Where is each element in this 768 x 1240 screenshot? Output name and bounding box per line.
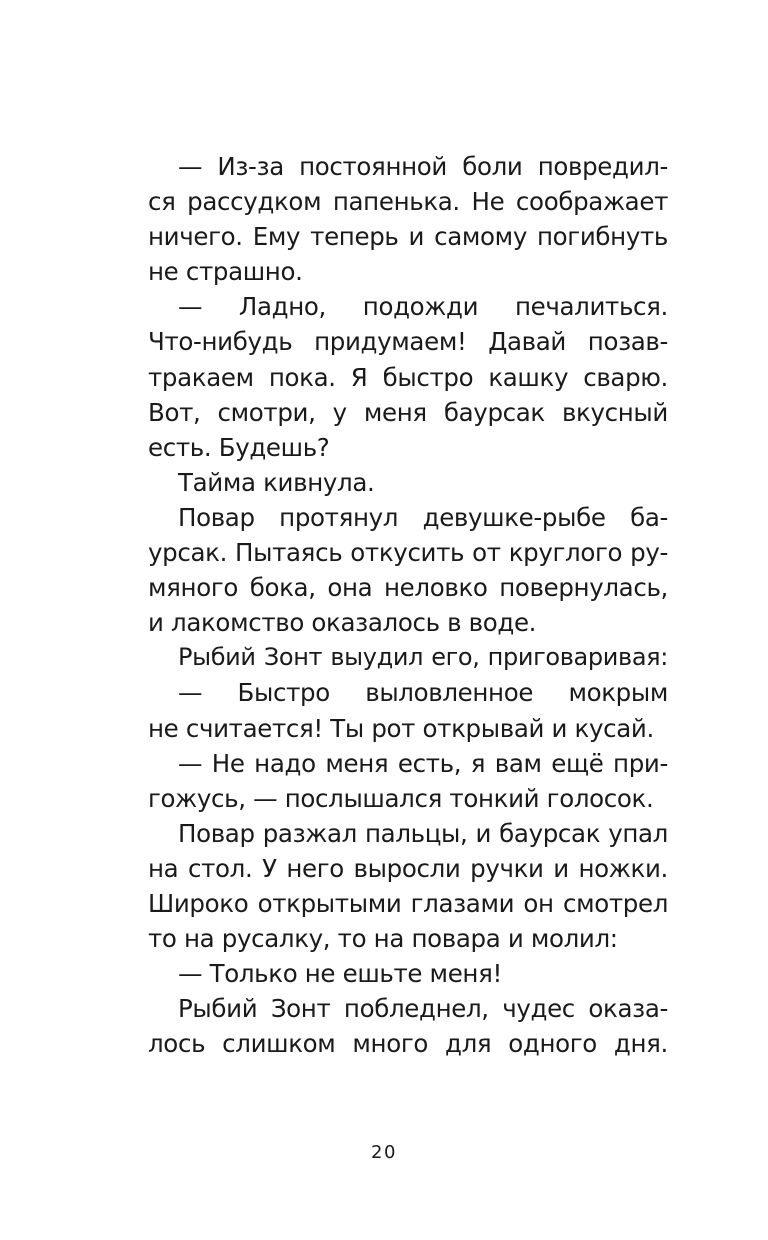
text-line: урсак. Пытаясь откусить от круглого ру- xyxy=(148,538,668,568)
text-line: Вот, смотри, у меня баурсак вкусный xyxy=(148,397,668,427)
text-line: — Быстро выловленное мокрым xyxy=(178,678,668,708)
text-line: тракаем пока. Я быстро кашку сварю. xyxy=(148,362,668,392)
text-line: гожусь, — послышался тонкий голосок. xyxy=(148,783,654,813)
text-line: Что-нибудь придумаем! Давай позав- xyxy=(148,327,668,357)
text-line: то на русалку, то на повара и молил: xyxy=(148,924,618,954)
body-text xyxy=(148,149,668,1061)
text-line: — Из-за постоянной боли повредил- xyxy=(178,152,668,181)
text-line: есть. Будешь? xyxy=(148,432,330,462)
text-line: не считается! Ты рот открывай и кусай. xyxy=(148,713,654,743)
text-line: Тайма кивнула. xyxy=(178,467,375,497)
text-line: лось слишком много для одного дня. xyxy=(148,1029,668,1059)
text-line: Рыбий Зонт побледнел, чудес оказа- xyxy=(178,994,668,1024)
text-line: ся рассудком папенька. Не соображает xyxy=(148,187,668,217)
text-line: Широко открытыми глазами он смотрел xyxy=(148,888,668,918)
text-line: и лакомство оказалось в воде. xyxy=(148,608,537,638)
text-line: Повар протянул девушке-рыбе ба- xyxy=(178,502,668,532)
text-line: — Только не ешьте меня! xyxy=(178,959,502,989)
text-line: — Не надо меня есть, я вам ещё при- xyxy=(178,748,668,778)
text-line: не страшно. xyxy=(148,257,303,287)
text-line: на стол. У него выросли ручки и ножки. xyxy=(148,853,668,883)
text-line: мяного бока, она неловко повернулась, xyxy=(148,573,668,603)
text-line: Повар разжал пальцы, и баурсак упал xyxy=(178,818,668,848)
text-line: — Ладно, подожди печалиться. xyxy=(178,292,668,322)
text-line: ничего. Ему теперь и самому погибнуть xyxy=(148,222,668,252)
text-line: Рыбий Зонт выудил его, приговаривая: xyxy=(178,643,668,672)
page-number: 20 xyxy=(371,1142,397,1163)
